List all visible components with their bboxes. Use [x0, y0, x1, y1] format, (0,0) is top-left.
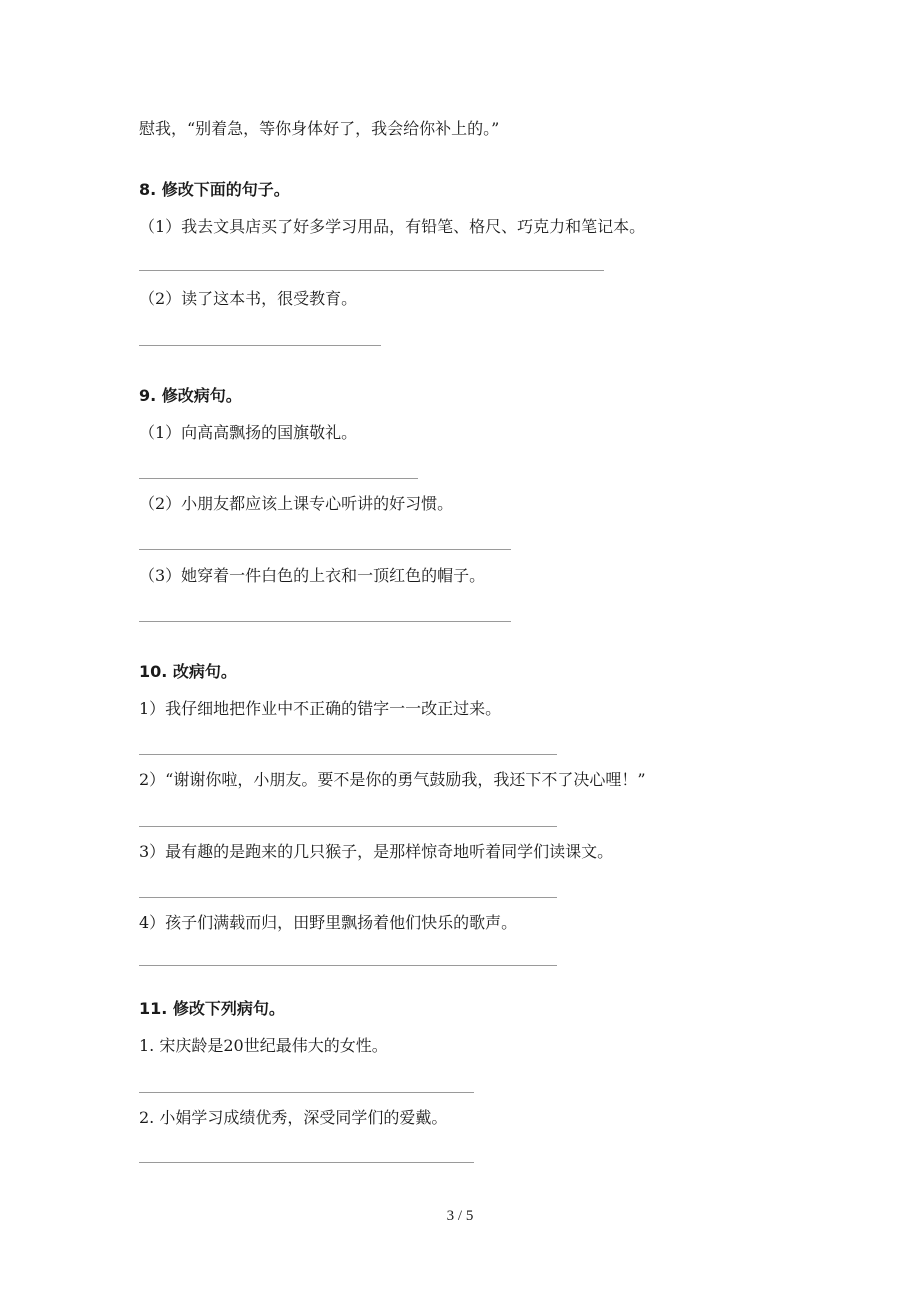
answer-line[interactable] [139, 549, 511, 550]
question-9-item-2: （2）小朋友都应该上课专心听讲的好习惯。 [139, 494, 454, 513]
question-9-item-1: （1）向高高飘扬的国旗敬礼。 [139, 423, 358, 442]
question-10-item-4: 4）孩子们满载而归，田野里飘扬着他们快乐的歌声。 [139, 913, 518, 932]
question-8-title: 8. 修改下面的句子。 [139, 180, 290, 199]
answer-line[interactable] [139, 270, 604, 271]
answer-line[interactable] [139, 1092, 474, 1093]
answer-line[interactable] [139, 478, 418, 479]
answer-line[interactable] [139, 826, 557, 827]
question-11-title: 11. 修改下列病句。 [139, 999, 285, 1018]
question-8-item-1: （1）我去文具店买了好多学习用品，有铅笔、格尺、巧克力和笔记本。 [139, 217, 646, 236]
answer-line[interactable] [139, 1162, 474, 1163]
continuation-text: 慰我，“别着急，等你身体好了，我会给你补上的。” [139, 119, 500, 138]
question-10-item-3: 3）最有趣的是跑来的几只猴子，是那样惊奇地听着同学们读课文。 [139, 842, 614, 861]
answer-line[interactable] [139, 897, 557, 898]
answer-line[interactable] [139, 345, 381, 346]
answer-line[interactable] [139, 965, 557, 966]
question-10-title: 10. 改病句。 [139, 662, 237, 681]
question-10-item-1: 1）我仔细地把作业中不正确的错字一一改正过来。 [139, 699, 502, 718]
question-10-item-2: 2）“谢谢你啦，小朋友。要不是你的勇气鼓励我，我还下不了决心哩！” [139, 770, 646, 789]
page-number: 3 / 5 [446, 1208, 474, 1224]
question-11-item-2: 2. 小娟学习成绩优秀，深受同学们的爱戴。 [139, 1108, 448, 1127]
question-9-item-3: （3）她穿着一件白色的上衣和一顶红色的帽子。 [139, 566, 486, 585]
answer-line[interactable] [139, 621, 511, 622]
question-8-item-2: （2）读了这本书，很受教育。 [139, 289, 358, 308]
question-11-item-1: 1. 宋庆龄是20世纪最伟大的女性。 [139, 1036, 388, 1055]
question-9-title: 9. 修改病句。 [139, 386, 242, 405]
answer-line[interactable] [139, 754, 557, 755]
